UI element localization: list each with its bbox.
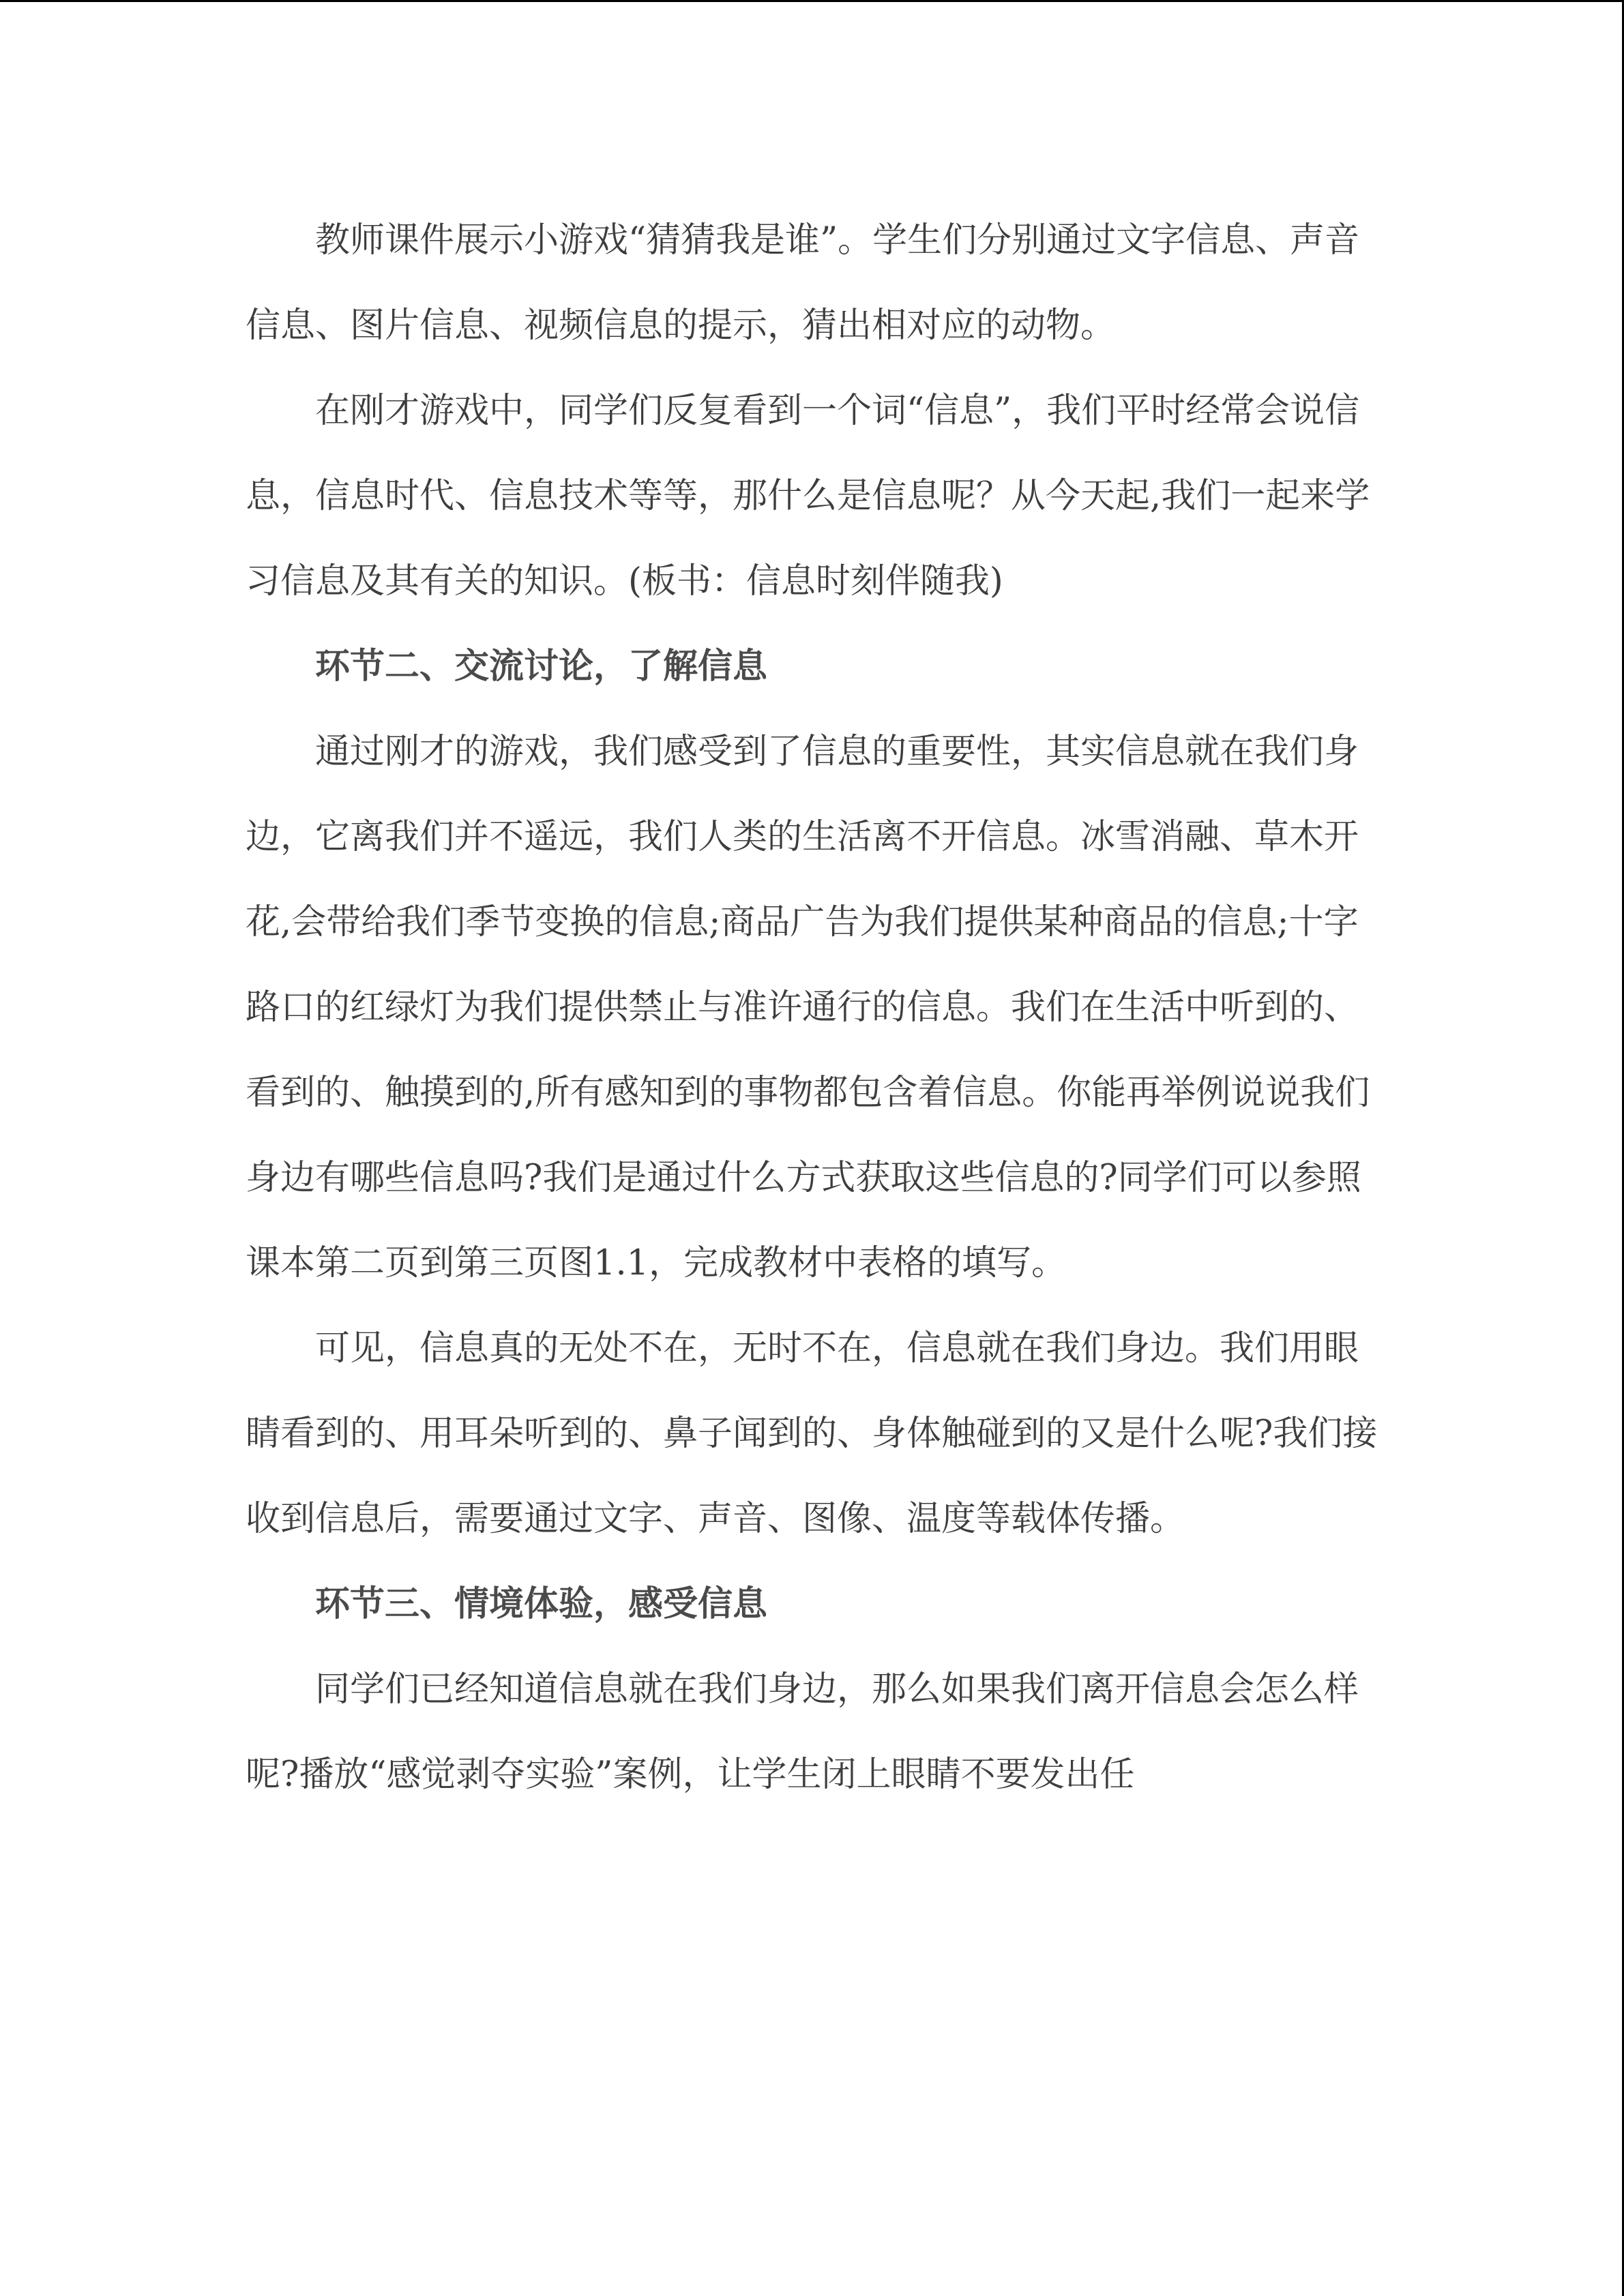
paragraph-information-everywhere: 可见，信息真的无处不在，无时不在，信息就在我们身边。我们用眼睛看到的、用耳朵听到的、鼻子闻到的、身体触碰到的又是什么呢?我们接收到信息后，需要通过文字、声音、图像、温度等载体传播。 [246, 1328, 1378, 1539]
paragraph-information-around-us: 通过刚才的游戏，我们感受到了信息的重要性，其实信息就在我们身边，它离我们并不遥远，我们人类的生活离不开信息。冰雪消融、草木开花,会带给我们季节变换的信息;商品广告为我们提供某种商品的信息;十字路口的红绿灯为我们提供禁止与准许通行的信息。我们在生活中听到的、看到的、触摸到的,所有感知到的事物都包含着信息。你能再举例说说我们身边有哪些信息吗?我们是通过什么方式获取这些信息的?同学们可以参照课本第二页到第三页图1.1，完成教材中表格的填写。 [246, 732, 1370, 1283]
section-heading-experience: 环节三、情境体验，感受信息 [315, 1584, 768, 1624]
paragraph-sensory-deprivation: 同学们已经知道信息就在我们身边，那么如果我们离开信息会怎么样呢?播放“感觉剥夺实验”案例，让学生闭上眼睛不要发出任 [246, 1669, 1359, 1795]
page-border-top [0, 0, 1624, 2]
section-heading-discussion: 环节二、交流讨论，了解信息 [315, 646, 768, 687]
paragraph-what-is-information: 在刚才游戏中，同学们反复看到一个词“信息”，我们平时经常会说信息，信息时代、信息技术等等，那什么是信息呢？从今天起,我们一起来学习信息及其有关的知识。(板书：信息时刻伴随我) [246, 391, 1370, 601]
paragraph-game-intro: 教师课件展示小游戏“猜猜我是谁”。学生们分别通过文字信息、声音信息、图片信息、视频信息的提示，猜出相对应的动物。 [246, 220, 1360, 346]
document-body [246, 198, 1378, 1817]
